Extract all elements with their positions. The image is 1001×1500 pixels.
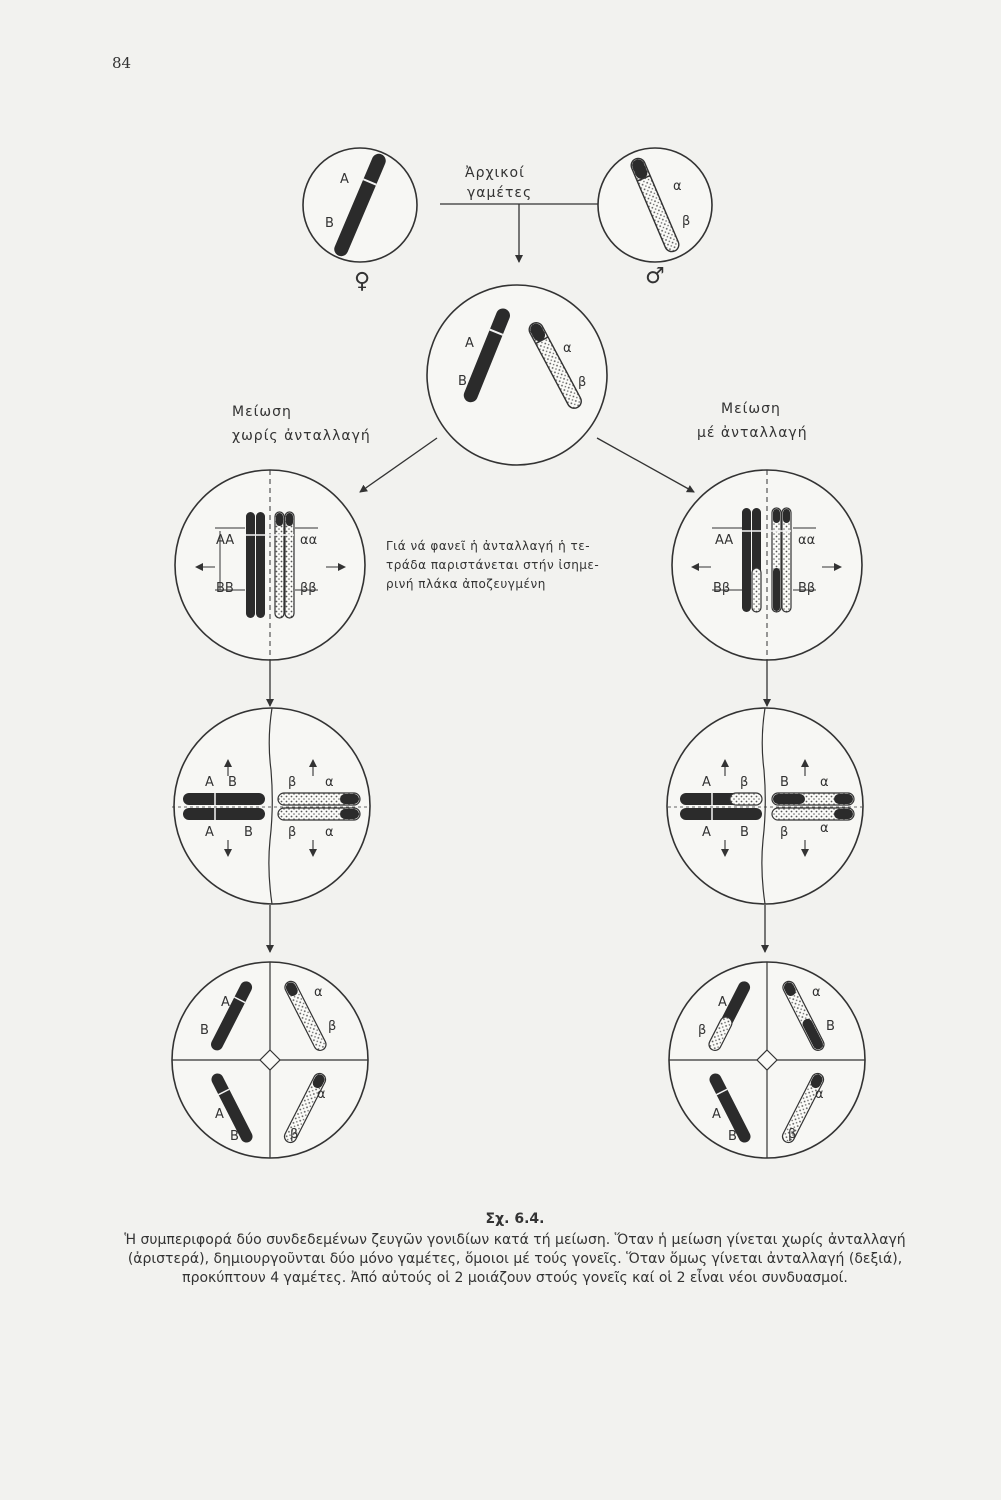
gene-label-a: α xyxy=(812,985,821,1000)
gene-label-AA: AA xyxy=(715,533,734,548)
gene-label-A: A xyxy=(221,995,230,1010)
dividing-cell-right xyxy=(667,708,863,904)
gametes-no-crossover xyxy=(172,962,368,1158)
page-number: 84 xyxy=(112,54,132,72)
zygote-cell xyxy=(427,285,607,465)
female-gamete xyxy=(303,148,417,262)
gene-label-A: A xyxy=(205,775,214,790)
gene-label-a: α xyxy=(325,825,334,840)
gene-label-B: B xyxy=(325,216,334,231)
tetrad-cell-no-crossover xyxy=(175,470,365,660)
gene-label-A: A xyxy=(702,825,711,840)
initial-gametes-label-1: Ἀρχικοί xyxy=(465,165,525,181)
gene-label-b: β xyxy=(788,1127,797,1142)
female-symbol: ♀ xyxy=(353,269,371,294)
gene-label-b: β xyxy=(780,825,789,840)
gene-label-aa: αα xyxy=(798,533,816,548)
gene-label-b: β xyxy=(682,214,691,229)
caption-text: Ἡ συμπεριφορά δύο συνδεδεμένων ζευγῶν γονιδίων κατά τή μείωση. Ὅταν ἡ μείωση γίνεται χωρίς ἀνταλλαγή (ἀριστερά), δημιουργοῦνται δύο μόνο γαμέτες, ὅμοιοι μέ τούς γονεῖς. Ὅταν ὅμως γίνεται ἀνταλλαγή (δεξιά), προκύπτουν 4 γαμέτες. Ἀπό αὐτούς οἱ 2 μοιάζουν στούς γονεῖς καί οἱ 2 εἶναι νέοι συνδυασμοί. xyxy=(124,1232,906,1286)
tetrad-cell-crossover xyxy=(672,470,862,660)
gene-label-b: β xyxy=(740,775,749,790)
gene-label-b: β xyxy=(288,775,297,790)
gene-label-A: A xyxy=(205,825,214,840)
initial-gametes-label-2: γαμέτες xyxy=(467,185,533,201)
tetrad-note-line-3: ρινή πλάκα ἀποζευγμένη xyxy=(386,577,546,591)
meiosis-with-label-2: μέ ἀνταλλαγή xyxy=(697,425,808,441)
gene-label-A: A xyxy=(702,775,711,790)
caption-title: Σχ. 6.4. xyxy=(485,1211,545,1227)
gene-label-A: A xyxy=(712,1107,721,1122)
gene-label-B: B xyxy=(458,374,467,389)
gene-label-B: B xyxy=(780,775,789,790)
gene-label-b: β xyxy=(578,375,587,390)
gene-label-b: β xyxy=(288,825,297,840)
gene-label-bb: ββ xyxy=(300,581,317,596)
meiosis-without-label-2: χωρίς ἀνταλλαγή xyxy=(232,428,371,444)
dividing-cell-left xyxy=(172,708,370,904)
gene-label-A: A xyxy=(215,1107,224,1122)
gene-label-B: B xyxy=(728,1129,737,1144)
gene-label-a: α xyxy=(563,341,572,356)
meiosis-without-label-1: Μείωση xyxy=(232,404,292,420)
meiosis-with-label-1: Μείωση xyxy=(721,401,781,417)
gene-label-a: α xyxy=(673,179,682,194)
gene-label-aa: αα xyxy=(300,533,318,548)
gene-label-Bb: Bβ xyxy=(798,581,816,596)
tetrad-note-line-2: τράδα παριστάνεται στήν ἰσημε- xyxy=(386,558,600,572)
gene-label-a: α xyxy=(317,1087,326,1102)
gene-label-BB: BB xyxy=(216,581,234,596)
gene-label-AA: AA xyxy=(216,533,235,548)
gene-label-B: B xyxy=(230,1129,239,1144)
gene-label-b: β xyxy=(698,1023,707,1038)
gene-label-b: β xyxy=(328,1019,337,1034)
gene-label-B: B xyxy=(740,825,749,840)
gene-label-a: α xyxy=(815,1087,824,1102)
gene-label-A: A xyxy=(465,336,474,351)
gene-label-A: A xyxy=(718,995,727,1010)
gene-label-a: α xyxy=(314,985,323,1000)
figure-caption xyxy=(100,1210,930,1288)
tetrad-note-line-1: Γιά νά φανεῖ ἡ ἀνταλλαγή ἡ τε- xyxy=(386,539,591,553)
gene-label-B: B xyxy=(826,1019,835,1034)
gametes-crossover xyxy=(669,962,865,1158)
gene-label-b: β xyxy=(290,1127,299,1142)
male-gamete xyxy=(598,148,712,262)
gene-label-a: α xyxy=(820,775,829,790)
gene-label-a: α xyxy=(820,821,829,836)
gene-label-B: B xyxy=(200,1023,209,1038)
male-symbol: ♂ xyxy=(645,264,665,289)
gene-label-B: B xyxy=(228,775,237,790)
gene-label-Bb: Bβ xyxy=(713,581,731,596)
gene-label-B: B xyxy=(244,825,253,840)
gene-label-A: A xyxy=(340,172,349,187)
gene-label-a: α xyxy=(325,775,334,790)
